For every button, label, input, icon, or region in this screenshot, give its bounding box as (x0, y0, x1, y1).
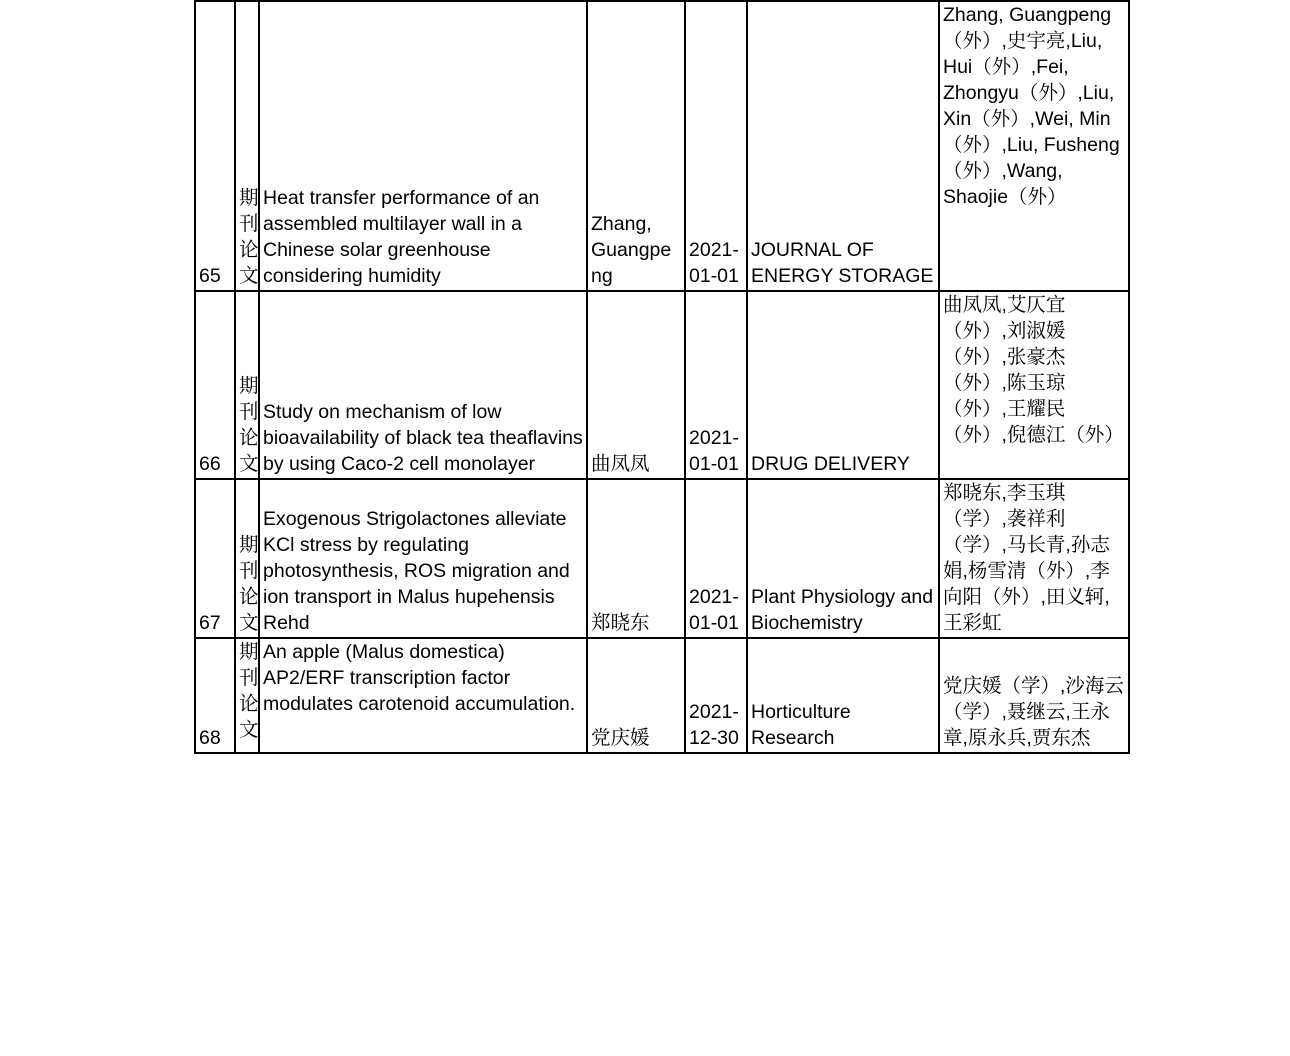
row-first-author: Zhang, Guangpeng (587, 1, 685, 291)
row-index: 67 (195, 479, 235, 638)
row-title: Heat transfer performance of an assembled multilayer wall in a Chinese solar greenhouse considering humidity (259, 1, 587, 291)
row-source: Plant Physiology and Biochemistry (747, 479, 939, 638)
row-first-author: 郑晓东 (587, 479, 685, 638)
row-date: 2021-01-01 (685, 291, 747, 479)
row-date: 2021-01-01 (685, 1, 747, 291)
row-all-authors: 曲凤凤,艾仄宜（外）,刘淑媛（外）,张豪杰（外）,陈玉琼（外）,王耀民（外）,倪德江（外） (939, 291, 1129, 479)
row-title: Study on mechanism of low bioavailability of black tea theaflavins by using Caco-2 cell monolayer (259, 291, 587, 479)
row-date: 2021-01-01 (685, 479, 747, 638)
row-index: 65 (195, 1, 235, 291)
row-source: JOURNAL OF ENERGY STORAGE (747, 1, 939, 291)
row-index: 68 (195, 638, 235, 753)
row-title: Exogenous Strigolactones alleviate KCl stress by regulating photosynthesis, ROS migration and ion transport in Malus hupehensis Rehd (259, 479, 587, 638)
row-type: 期刊论文 (235, 1, 259, 291)
row-source: DRUG DELIVERY (747, 291, 939, 479)
row-all-authors: 党庆媛（学）,沙海云（学）,聂继云,王永章,原永兵,贾东杰 (939, 638, 1129, 753)
row-type: 期刊论文 (235, 638, 259, 753)
row-index: 66 (195, 291, 235, 479)
row-title: An apple (Malus domestica) AP2/ERF transcription factor modulates carotenoid accumulation. (259, 638, 587, 753)
row-type: 期刊论文 (235, 479, 259, 638)
row-all-authors: 郑晓东,李玉琪（学）,袭祥利（学）,马长青,孙志娟,杨雪清（外）,李向阳（外）,田义轲,王彩虹 (939, 479, 1129, 638)
table-row (195, 1, 1129, 291)
row-first-author: 曲凤凤 (587, 291, 685, 479)
publications-table (194, 0, 1130, 754)
row-source: Horticulture Research (747, 638, 939, 753)
table-row (195, 291, 1129, 479)
row-first-author: 党庆媛 (587, 638, 685, 753)
table-row (195, 638, 1129, 753)
row-date: 2021-12-30 (685, 638, 747, 753)
row-all-authors: Zhang, Guangpeng（外）,史宇亮,Liu, Hui（外）,Fei, Zhongyu（外）,Liu, Xin（外）,Wei, Min（外）,Liu, Fusheng（外）,Wang, Shaojie（外） (939, 1, 1129, 291)
table-row (195, 479, 1129, 638)
row-type: 期刊论文 (235, 291, 259, 479)
